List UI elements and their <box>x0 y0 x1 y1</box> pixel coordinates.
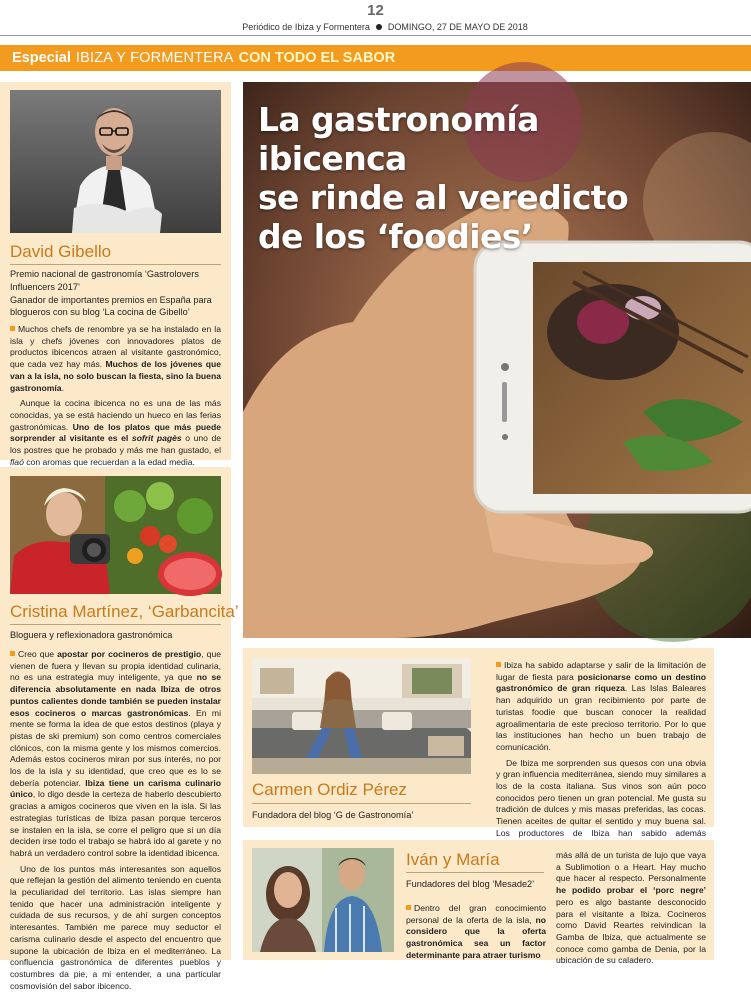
name-underline-cristina <box>10 624 221 625</box>
banner-especial: Especial <box>12 50 71 66</box>
main-headline <box>258 100 698 256</box>
quote-david: Muchos chefs de renombre ya se ha instalado en la isla y chefs jóvenes con innovadores platos de productos ibicencos atraen al visitante gastronómico, que cada vez hay más. Muchos de los jóvenes que van a la isla, no solo buscan la fiesta, sino la buena gastronomía. Aunque la cocina ibicenca no es una de las más conocidas, ya se está haciendo un hueco en las ferias gastronómicas. Uno de los platos que más puede sorprender al visitante es el sofrit pagès o uno de los postres que he probado y más me han gustado, el flaó con aromas que recuerdan a la edad media. <box>10 324 222 467</box>
bullet-square <box>10 326 15 331</box>
headline-line-1: La gastronomía ibicenca <box>258 100 539 178</box>
name-underline-carmen <box>252 803 471 804</box>
page-number: 12 <box>367 2 384 19</box>
quote-ivan-col1: Dentro del gran conocimiento personal de la oferta de la isla, no considero que la oferta gastronómica sea un factor determinante para atraer turismo <box>406 903 546 960</box>
issue-date: DOMINGO, 27 DE MAYO DE 2018 <box>387 22 528 32</box>
bullet-square <box>496 662 501 667</box>
headline-line-3: de los ‘foodies’ <box>258 217 533 256</box>
role-carmen: Fundadora del blog ‘G de Gastronomía’ <box>252 810 414 820</box>
header-rule <box>0 35 751 36</box>
banner-region: IBIZA Y FORMENTERA <box>75 50 234 66</box>
name-carmen-ordiz: Carmen Ordiz Pérez <box>252 780 407 799</box>
name-david-gibello: David Gibello <box>10 242 112 261</box>
bullet-square <box>10 651 15 656</box>
banner-tagline: CON TODO EL SABOR <box>238 50 396 66</box>
photo-ivan-maria <box>252 848 394 952</box>
name-cristina-martinez: Cristina Martínez, ‘Garbancita’ <box>10 602 239 621</box>
publication-name: Periódico de Ibiza y Formentera <box>242 22 370 32</box>
role-david-line2: Ganador de importantes premios en España para blogueros con su blog ‘La cocina de Gibello’ <box>10 294 212 318</box>
quote-ivan-col2: más allá de un turista de lujo que vaya a Sublimotion o a Heart. Hay mucho que hacer al respecto. Personalmente he podido probar el ‘porc negre’ pero es algo bastante desconocido para el visitante a Ibiza. Cocineros como David Reartes reivindican la Gamba de Ibiza, que actualmente se conoce como gamba de Denia, por la ubicación de su caladero. <box>556 850 706 966</box>
running-header <box>205 22 565 32</box>
photo-david-gibello <box>10 90 221 233</box>
role-ivan-maria: Fundadores del blog ‘Mesade2’ <box>406 879 535 889</box>
section-banner <box>0 45 751 71</box>
name-underline-ivan <box>406 872 544 873</box>
name-ivan-maria: Iván y María <box>406 850 500 869</box>
role-david-line1: Premio nacional de gastronomía ‘Gastrolovers Influencers 2017’ <box>10 269 199 292</box>
name-underline-david <box>10 264 221 265</box>
photo-carmen-ordiz <box>252 658 471 774</box>
photo-cristina-martinez <box>10 476 221 594</box>
role-cristina: Bloguera y reflexionadora gastronómica <box>10 630 173 640</box>
quote-carmen: Ibiza ha sabido adaptarse y salir de la limitación de lugar de fiesta para posicionarse como un destino gastronómico de gran riqueza. Las Islas Baleares han adquirido un gran recibimiento por parte de turistas foodie que buscan conocer la realidad agroalimentaria de este precioso territorio. Por lo que las instituciones han hecho un buen trabajo de comunicación. De Ibiza me sorprenden sus quesos con una obvia y gran influencia mediterránea, siendo muy similares a los de la costa italiana. Sus vinos son aún poco conocidos pero tienen un gran potencial. Me gusta su tradición de dulces y mis masas preferidas, las cocas. Tienen aceites de quitar el sentido y muy buena sal. Los productores de Ibiza han sabido además <box>496 660 707 838</box>
separator-dot <box>376 24 382 30</box>
headline-line-2: se rinde al veredicto <box>258 178 629 217</box>
bullet-square <box>406 905 411 910</box>
quote-cristina: Creo que apostar por cocineros de prestigio, que vienen de fuera y llevan su propia identidad culinaria, no es una estrategia muy inteligente, ya que no se diferencia absolutamente en nada Ibiza de otros puntos calientes donde también se pueden instalar esos cocineros o marcas gastronómicas. En mi mente se forma la idea de que estos destinos (playa y pistas de ski premium) son como centros comerciales clónicos, con la misma gente y los mismos comercios. Además estos cocineros miran por sus interés, no por los de la isla y su identidad, que creo que es lo se debería potenciar. Ibiza tiene un carisma culinario único, lo digo desde la certeza de haberlo descubierto gracias a amigos cocineros que viven en la isla. Si las estrategias turísticas de Ibiza pasan porque terceros se instalen en la isla, se corre el peligro que si un día deciden irse todo el trabajo se habrá ido al garete y no habrá un verdadero control sobre la identidad ibicenca. Uno de los puntos más interesantes son aquellos que reflejan la gestión del alimento teniendo en cuenta la peculiaridad del territorio. Las islas siempre han tenido que hacer una administración inteligente y cuidada de sus recursos, y de ahí surgen conceptos interesantes. También me parece muy seductor el carisma culinario desde el aspecto del encuentro que supone la ubicación de Ibiza en el mediterráneo. La confluencia gastronómica de diferentes pueblos y costumbres da pie, a mi entender, a una particular cosmovisión del sabor ibicenco. <box>10 649 222 991</box>
role-david <box>10 268 221 319</box>
